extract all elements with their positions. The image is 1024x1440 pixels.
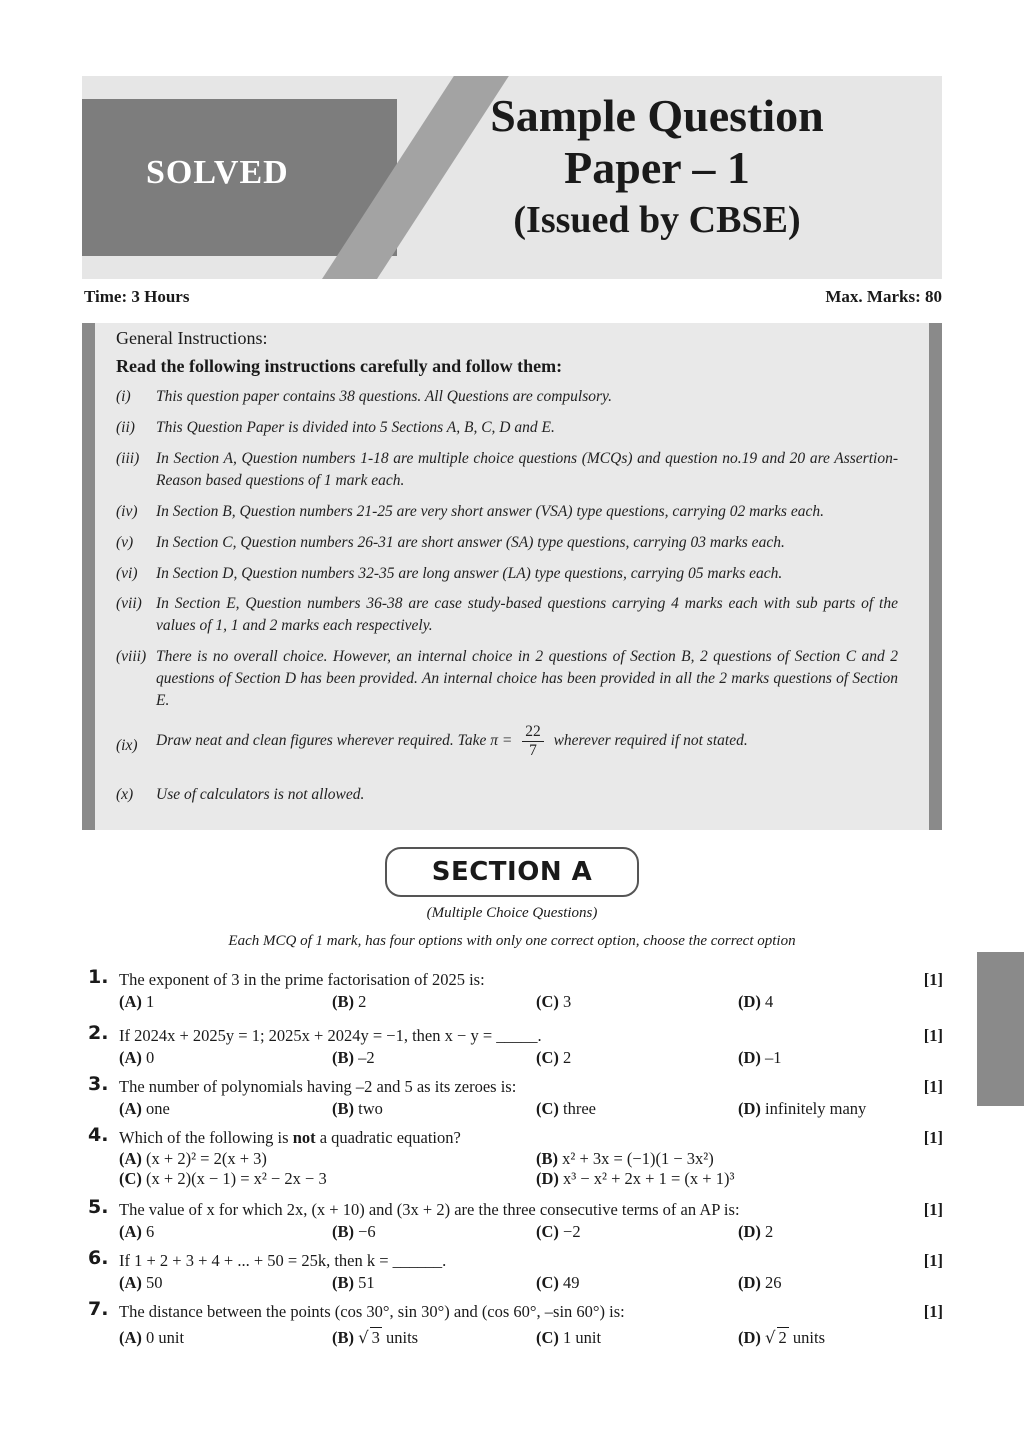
- question-marks: [1]: [923, 1128, 943, 1147]
- option-label: (D): [738, 1273, 761, 1292]
- option-text: two: [358, 1099, 383, 1118]
- option-text: infinitely many: [765, 1099, 867, 1118]
- question-text: If 1 + 2 + 3 + 4 + ... + 50 = 25k, then k = ______.: [119, 1251, 447, 1270]
- instruction-text: There is no overall choice. However, an internal choice in 2 questions of Section B, 2 questions of Section C and 2 questions of Section D has been provided. An internal choice has been provided in all the 2 marks questions of Section E.: [156, 648, 898, 709]
- option-d[interactable]: [738, 1222, 773, 1242]
- option-text: 51: [358, 1273, 375, 1292]
- option-label: (B): [332, 1273, 354, 1292]
- option-label: (C): [536, 992, 559, 1011]
- option-label: (C): [536, 1273, 559, 1292]
- option-label: (D): [536, 1169, 559, 1188]
- instruction-text-before: Draw neat and clean figures wherever required. Take π =: [156, 732, 513, 750]
- option-text: units: [386, 1328, 419, 1347]
- instruction-number: (ix): [116, 737, 138, 754]
- option-text: (x + 2)² = 2(x + 3): [146, 1149, 267, 1168]
- option-label: (A): [119, 1099, 142, 1118]
- option-b[interactable]: [332, 1273, 375, 1293]
- question-text: The exponent of 3 in the prime factorisation of 2025 is:: [119, 970, 485, 989]
- question-number: 2.: [88, 1022, 109, 1044]
- title-line-3: (Issued by CBSE): [513, 199, 801, 241]
- title-line-1: Sample Question: [490, 90, 824, 141]
- question: [88, 1124, 943, 1192]
- instruction-text: In Section A, Question numbers 1-18 are multiple choice questions (MCQs) and question no.19 and 20 are Assertion- Reason based questions of 1 mark each.: [156, 450, 898, 489]
- instructions-heading: General Instructions:: [116, 328, 268, 348]
- option-label: (D): [738, 1099, 761, 1118]
- option-label: (C): [536, 1222, 559, 1241]
- option-text: 1 unit: [563, 1328, 602, 1347]
- option-text: 49: [563, 1273, 580, 1292]
- option-text: 2: [358, 992, 367, 1011]
- radicand: 2: [778, 1328, 787, 1347]
- instruction-text: In Section C, Question numbers 26-31 are short answer (SA) type questions, carrying 03 marks each.: [156, 534, 785, 551]
- question-number: 1.: [88, 966, 109, 988]
- question: [88, 1073, 943, 1121]
- section-subtitle: (Multiple Choice Questions): [426, 905, 598, 921]
- section-note: Each MCQ of 1 mark, has four options with only one correct option, choose the correct option: [228, 933, 796, 949]
- time-label: Time: 3 Hours: [84, 287, 190, 306]
- option-text: 0 unit: [146, 1328, 185, 1347]
- question-text: [119, 1128, 461, 1148]
- option-text: 1: [146, 992, 155, 1011]
- option-a[interactable]: [119, 1273, 163, 1293]
- question: [88, 1196, 943, 1244]
- option-label: (A): [119, 992, 142, 1011]
- max-marks-label: Max. Marks: 80: [825, 287, 942, 306]
- option-text: (x + 2)(x − 1) = x² − 2x − 3: [146, 1169, 327, 1188]
- instruction-number: (v): [116, 534, 134, 551]
- option-c[interactable]: [536, 1222, 581, 1242]
- question-text-after: a quadratic equation?: [319, 1128, 461, 1147]
- page-title: [432, 90, 882, 246]
- radicand: 3: [371, 1328, 380, 1347]
- option-a[interactable]: [119, 1149, 267, 1169]
- option-label: (A): [119, 1149, 142, 1168]
- question-text-emphasis: not: [292, 1128, 316, 1147]
- instruction-number: (ii): [116, 419, 135, 436]
- sqrt-icon: √: [765, 1328, 776, 1347]
- side-tab-marker: [977, 952, 1024, 1106]
- option-label: (B): [536, 1149, 558, 1168]
- option-label: (D): [738, 992, 761, 1011]
- question: [88, 1298, 943, 1352]
- option-text: 2: [563, 1048, 572, 1067]
- option-label: (B): [332, 1048, 354, 1067]
- solved-label: SOLVED: [146, 154, 289, 191]
- fraction-numerator: 22: [522, 723, 544, 742]
- option-label: (A): [119, 1328, 142, 1347]
- option-a[interactable]: [119, 1099, 170, 1119]
- option-a[interactable]: [119, 1328, 184, 1348]
- instruction-number: (vii): [116, 595, 142, 612]
- option-b[interactable]: [332, 1222, 376, 1242]
- instructions-subheading: Read the following instructions carefully and follow them:: [116, 356, 563, 376]
- option-text: 4: [765, 992, 774, 1011]
- instruction-text: In Section E, Question numbers 36-38 are case study-based questions carrying 4 marks each with sub parts of the values of 1, 1 and 2 marks each respectively.: [156, 595, 898, 634]
- option-label: (D): [738, 1222, 761, 1241]
- question: [88, 966, 943, 1014]
- option-text: three: [563, 1099, 597, 1118]
- question-marks: [1]: [923, 1200, 943, 1219]
- option-label: (C): [536, 1328, 559, 1347]
- option-label: (D): [738, 1048, 761, 1067]
- option-text: 3: [563, 992, 572, 1011]
- option-b[interactable]: [332, 992, 366, 1012]
- instruction-number: (iv): [116, 503, 138, 520]
- option-a[interactable]: [119, 1222, 154, 1242]
- option-text: 26: [765, 1273, 782, 1292]
- instruction-number: (iii): [116, 450, 140, 467]
- option-label: (D): [738, 1328, 761, 1347]
- option-label: (B): [332, 1099, 354, 1118]
- instruction-text: In Section D, Question numbers 32-35 are long answer (LA) type questions, carrying 05 marks each.: [156, 565, 783, 582]
- question-marks: [1]: [923, 1302, 943, 1321]
- section-title: SECTION A: [385, 847, 639, 897]
- option-label: (B): [332, 1222, 354, 1241]
- option-d[interactable]: [738, 1328, 825, 1348]
- option-text: 2: [765, 1222, 774, 1241]
- option-c[interactable]: [119, 1169, 327, 1189]
- title-banner: [82, 76, 942, 279]
- option-label: (C): [536, 1099, 559, 1118]
- instructions-left-bar: [82, 323, 95, 830]
- question-text: If 2024x + 2025y = 1; 2025x + 2024y = −1, then x − y = _____.: [119, 1026, 542, 1045]
- question-number: 4.: [88, 1124, 109, 1146]
- pi-fraction: [522, 723, 544, 760]
- instruction-text: In Section B, Question numbers 21-25 are very short answer (VSA) type questions, carrying 02 marks each.: [156, 503, 824, 520]
- option-text: 0: [146, 1048, 155, 1067]
- instruction-text: This Question Paper is divided into 5 Sections A, B, C, D and E.: [156, 419, 555, 436]
- question-marks: [1]: [923, 970, 943, 989]
- instruction-text: This question paper contains 38 questions. All Questions are compulsory.: [156, 388, 612, 405]
- option-label: (A): [119, 1222, 142, 1241]
- question-text-before: Which of the following is: [119, 1128, 289, 1147]
- option-text: x³ − x² + 2x + 1 = (x + 1)³: [563, 1169, 735, 1188]
- option-text: –1: [765, 1048, 782, 1067]
- option-label: (C): [119, 1169, 142, 1188]
- instruction-text: [156, 723, 898, 760]
- option-c[interactable]: [536, 992, 571, 1012]
- question-number: 7.: [88, 1298, 109, 1320]
- question: [88, 1022, 943, 1070]
- question-marks: [1]: [923, 1251, 943, 1270]
- option-d[interactable]: [738, 992, 773, 1012]
- instruction-number: (viii): [116, 648, 147, 665]
- option-text: units: [792, 1328, 826, 1347]
- question-text: The value of x for which 2x, (x + 10) and (3x + 2) are the three consecutive terms of an AP is:: [119, 1200, 740, 1219]
- option-b[interactable]: [536, 1149, 714, 1169]
- option-label: (A): [119, 1048, 142, 1067]
- option-text: 50: [146, 1273, 163, 1292]
- option-text: −6: [358, 1222, 376, 1241]
- option-b[interactable]: [332, 1099, 383, 1119]
- question-number: 6.: [88, 1247, 109, 1269]
- question-text: The distance between the points (cos 30°, sin 30°) and (cos 60°, –sin 60°) is:: [119, 1302, 625, 1321]
- title-line-2: Paper – 1: [564, 142, 750, 193]
- sqrt-icon: √: [358, 1328, 369, 1347]
- question-marks: [1]: [923, 1026, 943, 1045]
- option-a[interactable]: [119, 992, 154, 1012]
- instruction-text-after: wherever required if not stated.: [553, 732, 748, 750]
- fraction-denominator: 7: [529, 742, 537, 759]
- instructions-right-bar: [929, 323, 942, 830]
- option-text: one: [146, 1099, 170, 1118]
- instruction-number: (i): [116, 388, 131, 405]
- option-label: (B): [332, 992, 354, 1011]
- instruction-number: (x): [116, 786, 134, 803]
- question-text: The number of polynomials having –2 and 5 as its zeroes is:: [119, 1077, 517, 1096]
- question-number: 5.: [88, 1196, 109, 1218]
- option-b[interactable]: [332, 1048, 375, 1068]
- option-text: −2: [563, 1222, 581, 1241]
- instruction-item: [116, 723, 896, 769]
- option-c[interactable]: [536, 1099, 596, 1119]
- option-d[interactable]: [536, 1169, 734, 1189]
- general-instructions-box: [82, 323, 942, 830]
- option-d[interactable]: [738, 1273, 782, 1293]
- option-c[interactable]: [536, 1273, 580, 1293]
- instruction-number: (vi): [116, 565, 138, 582]
- option-text: x² + 3x = (−1)(1 − 3x²): [562, 1149, 714, 1168]
- question: [88, 1247, 943, 1295]
- option-a[interactable]: [119, 1048, 154, 1068]
- option-c[interactable]: [536, 1328, 601, 1348]
- option-label: (A): [119, 1273, 142, 1292]
- option-label: (C): [536, 1048, 559, 1067]
- option-text: 6: [146, 1222, 155, 1241]
- option-d[interactable]: [738, 1048, 782, 1068]
- option-label: (B): [332, 1328, 354, 1347]
- option-b[interactable]: [332, 1328, 418, 1348]
- option-d[interactable]: [738, 1099, 866, 1119]
- question-number: 3.: [88, 1073, 109, 1095]
- question-marks: [1]: [923, 1077, 943, 1096]
- option-text: –2: [358, 1048, 375, 1067]
- instruction-text: Use of calculators is not allowed.: [156, 786, 365, 803]
- option-c[interactable]: [536, 1048, 571, 1068]
